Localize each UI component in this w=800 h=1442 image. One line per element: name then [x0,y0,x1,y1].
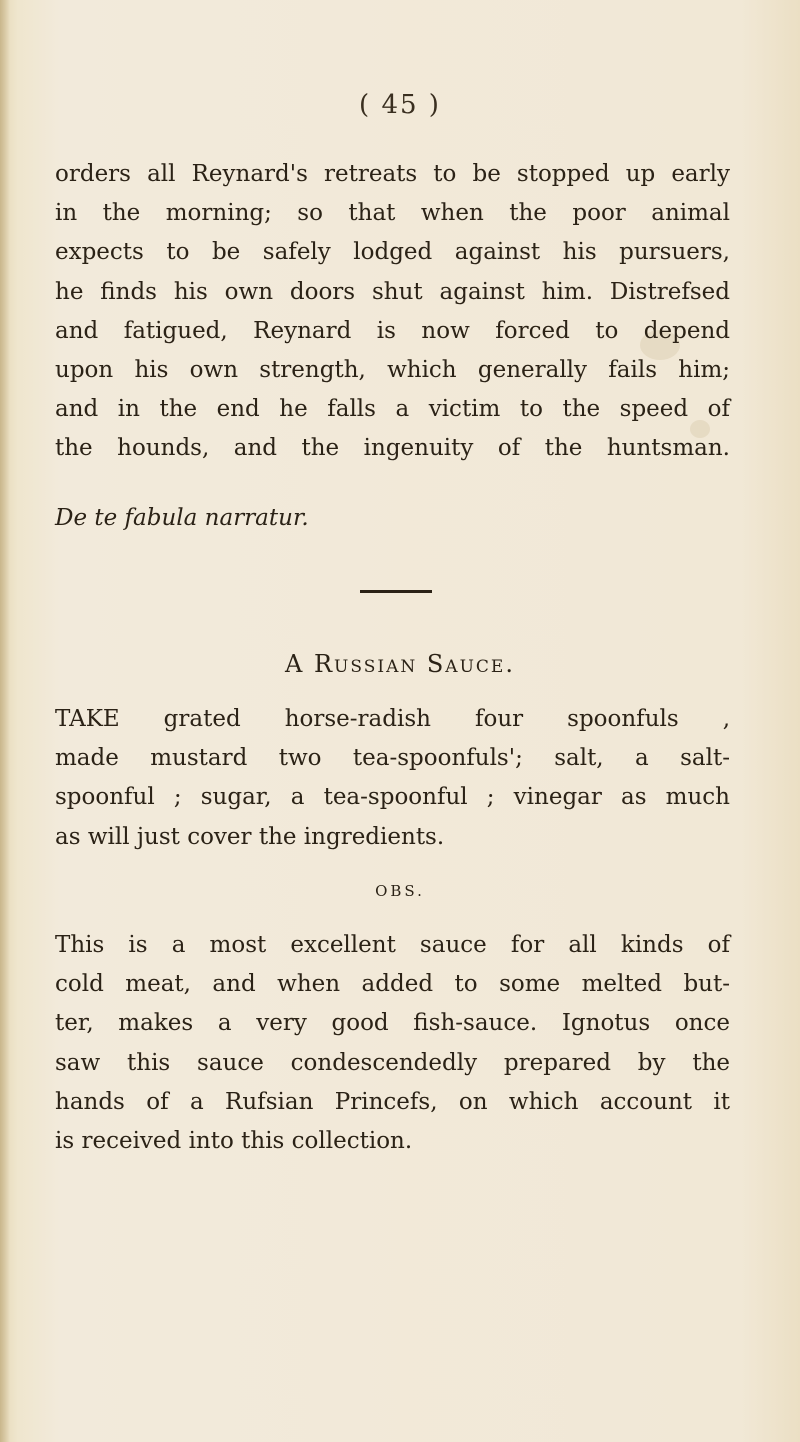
paragraph-fox-hunting [55,155,730,469]
text-line: is received into this collection. [55,1128,413,1155]
text-line: he finds his own doors shut against him. Distrefsed [55,278,730,305]
text-line: and in the end he falls a victim to the speed of [55,396,730,423]
recipe-heading-text: A Russian Sauce. [285,650,515,678]
page-number: ( 45 ) [359,90,441,120]
text-line: saw this sauce condescendedly prepared by the [55,1049,730,1076]
text-line: as will just cover the ingredients. [55,823,445,850]
section-divider [360,590,432,593]
text-line: This is a most excellent sauce for all kinds of [55,932,730,958]
text-line: cold meat, and when added to some melted but- [55,971,730,998]
text-line: expects to be safely lodged against his pursuers, [55,239,730,266]
recipe-heading [0,650,800,678]
text-line: in the morning; so that when the poor animal [55,200,730,227]
text-line: upon his own strength, which generally fails him; [55,357,730,384]
text-line: ter, makes a very good fish-sauce. Ignotus once [55,1010,730,1037]
text-line: hands of a Rufsian Princefs, on which account it [55,1088,730,1115]
text-line: and fatigued, Reynard is now forced to depend [55,317,730,344]
text-line: spoonful ; sugar, a tea-spoonful ; vinegar as much [55,784,730,811]
text-line: TAKE grated horse-radish four spoonfuls , [55,706,730,732]
text-line: the hounds, and the ingenuity of the huntsman. [55,435,730,462]
observation-paragraph [55,926,730,1161]
text-line: made mustard two tea-spoonfuls'; salt, a salt- [55,745,730,772]
binding-shadow [0,0,10,1442]
text-line: orders all Reynard's retreats to be stopped up early [55,161,730,187]
obs-label: OBS. [375,882,425,900]
latin-motto: De te fabula narratur. [55,505,309,531]
recipe-ingredients [55,700,730,857]
